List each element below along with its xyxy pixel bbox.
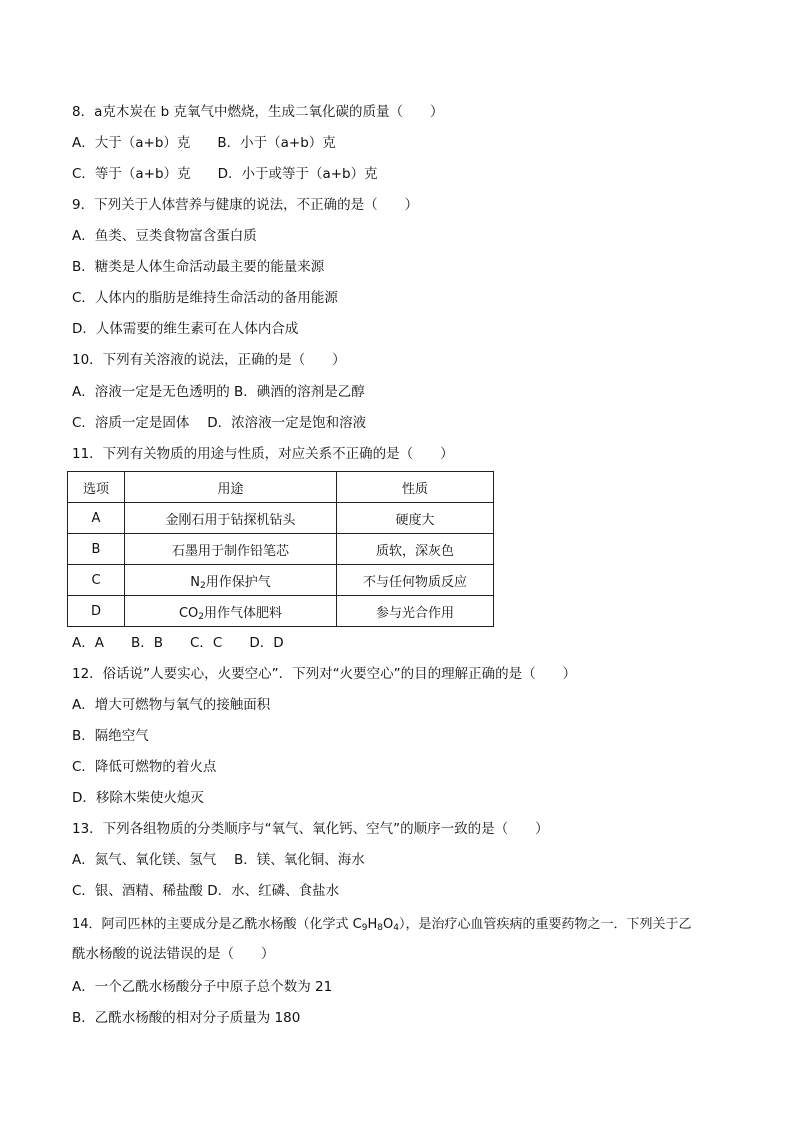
table-cell-option: C: [68, 565, 125, 596]
q12-option-b: B．隔绝空气: [72, 728, 149, 744]
table-header-option: 选项: [68, 472, 125, 503]
table-cell-use: 石墨用于制作铅笔芯: [125, 534, 337, 565]
table-header-property: 性质: [337, 472, 494, 503]
q11-answers: A．A B．B C．C D．D: [72, 635, 284, 651]
q8-stem: 8．a克木炭在 b 克氧气中燃烧，生成二氧化碳的质量（ ）: [72, 104, 444, 120]
table-row: [68, 565, 494, 596]
q14-stem-pre: 14．阿司匹林的主要成分是乙酰水杨酸（化学式 C: [72, 917, 362, 932]
q13-stem: 13．下列各组物质的分类顺序与“氧气、氧化钙、空气”的顺序一致的是（ ）: [72, 821, 549, 837]
table-cell-option: D: [68, 596, 125, 627]
q12-option-a: A．增大可燃物与氧气的接触面积: [72, 697, 271, 713]
formula-n: N: [190, 574, 200, 590]
q12-stem: 12．俗话说”人要实心，火要空心”．下列对“火要空心”的目的理解正确的是（ ）: [72, 666, 577, 682]
q9-stem: 9．下列关于人体营养与健康的说法，不正确的是（ ）: [72, 197, 419, 213]
table-row: [68, 596, 494, 627]
q8-options-row1: A．大于（a+b）克 B．小于（a+b）克: [72, 135, 336, 151]
table-cell-option: A: [68, 503, 125, 534]
formula-subscript: 2: [199, 580, 206, 591]
formula-subscript: 9: [361, 923, 368, 933]
q8-options-row2: C．等于（a+b）克 D．小于或等于（a+b）克: [72, 166, 378, 182]
formula-subscript: 4: [393, 923, 399, 933]
table-cell-use: [125, 596, 337, 627]
formula-h: H: [367, 917, 378, 932]
table-row: [68, 534, 494, 565]
table-row: [68, 503, 494, 534]
q14-option-a: A．一个乙酰水杨酸分子中原子总个数为 21: [72, 979, 333, 995]
use-text: 用作保护气: [205, 574, 271, 590]
q10-stem: 10．下列有关溶液的说法，正确的是（ ）: [72, 352, 346, 368]
formula-o: O: [383, 917, 394, 932]
table-cell-property: 不与任何物质反应: [337, 565, 494, 596]
table-cell-option: B: [68, 534, 125, 565]
q13-options-row2: C．银、酒精、稀盐酸 D．水、红磷、食盐水: [72, 883, 340, 899]
table-cell-property: 参与光合作用: [337, 596, 494, 627]
table-cell-property: 质软，深灰色: [337, 534, 494, 565]
q10-options-row2: C．溶质一定是固体 D．浓溶液一定是饱和溶液: [72, 415, 367, 431]
table-cell-property: 硬度大: [337, 503, 494, 534]
q14-stem-line1: [72, 915, 692, 935]
q12-option-d: D．移除木柴使火熄灭: [72, 790, 204, 806]
use-text: 用作气体肥料: [204, 605, 283, 621]
table-cell-use: [125, 565, 337, 596]
q9-option-d: D．人体需要的维生素可在人体内合成: [72, 321, 299, 337]
table-header-use: 用途: [125, 472, 337, 503]
q14-stem-post: ），是治疗心血管疾病的重要药物之一．下列关于乙: [398, 917, 692, 932]
q11-stem: 11．下列有关物质的用途与性质，对应关系不正确的是（ ）: [72, 446, 454, 462]
q13-options-row1: A．氮气、氧化镁、氢气 B．镁、氧化铜、海水: [72, 852, 365, 868]
q12-option-c: C．降低可燃物的着火点: [72, 759, 217, 775]
q11-table: [67, 471, 494, 627]
table-header-row: [68, 472, 494, 503]
q9-option-b: B．糖类是人体生命活动最主要的能量来源: [72, 259, 325, 275]
q14-option-b: B．乙酰水杨酸的相对分子质量为 180: [72, 1010, 301, 1026]
formula-subscript: 8: [377, 923, 384, 933]
formula-co: CO: [178, 605, 199, 621]
formula-subscript: 2: [198, 611, 205, 622]
q9-option-a: A．鱼类、豆类食物富含蛋白质: [72, 228, 257, 244]
table-cell-use: 金刚石用于钻探机钻头: [125, 503, 337, 534]
q14-stem-line2: 酰水杨酸的说法错误的是（ ）: [72, 946, 275, 962]
q10-options-row1: A．溶液一定是无色透明的 B．碘酒的溶剂是乙醇: [72, 384, 365, 400]
q9-option-c: C．人体内的脂肪是维持生命活动的备用能源: [72, 290, 338, 306]
